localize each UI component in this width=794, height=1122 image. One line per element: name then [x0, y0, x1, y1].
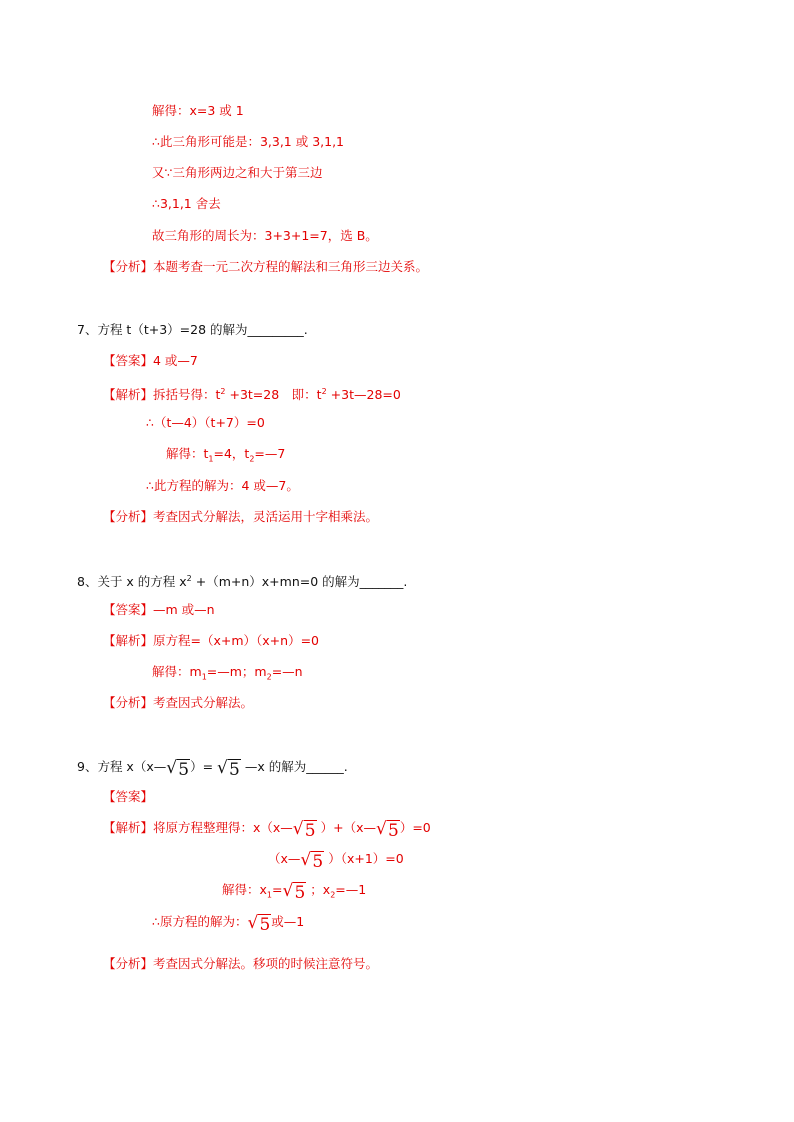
q7-factored: ∴（t—4）（t+7）=0 — [146, 415, 265, 430]
q6-solve-line: 解得：x=3 或 1 — [152, 103, 244, 118]
q9-conclusion: ∴原方程的解为：√ 5或—1 — [152, 914, 304, 934]
q9-roots: 解得：$x_1=√$ 5 ；$x_2=—1$ — [222, 882, 366, 904]
q8-explanation: 【解析】原方程=（x+m）（x+n）=0 — [103, 633, 319, 648]
sqrt5-radical: √ 5 — [217, 761, 241, 779]
q8-answer: 【答案】—m 或—n — [103, 602, 215, 617]
sqrt5-radical: √ 5 — [282, 884, 306, 902]
q9-factored: （x—√ 5 ）（x+1）=0 — [268, 851, 404, 871]
sqrt5-radical: √ 5 — [376, 822, 400, 840]
q9-analysis: 【分析】考查因式分解法。移项的时候注意符号。 — [103, 956, 379, 971]
q8-analysis: 【分析】考查因式分解法。 — [103, 695, 254, 710]
q7-explanation: 【解析】拆括号得：$t^2 +3t=28$ 即：$t^2$ +3t—28=0 — [103, 387, 401, 403]
q8-stem: 8、关于 x 的方程 $x^2 +(m+n)x+mn=0$ 的解为_______. — [77, 574, 408, 590]
q7-stem: 7、方程 t（t+3）=28 的解为_________. — [77, 322, 308, 337]
q7-answer: 【答案】4 或—7 — [103, 353, 198, 368]
sqrt5-radical: √ 5 — [300, 853, 324, 871]
q7-roots: 解得：$t_1=4$，$t_2=—7$ — [166, 446, 286, 464]
q9-answer: 【答案】 — [103, 789, 154, 804]
sqrt5-radical: √ 5 — [166, 761, 190, 779]
q6-possible-triangles: ∴此三角形可能是：3,3,1 或 3,1,1 — [152, 134, 345, 149]
q6-analysis: 【分析】本题考查一元二次方程的解法和三角形三边关系。 — [103, 259, 429, 274]
q7-analysis: 【分析】考查因式分解法，灵活运用十字相乘法。 — [103, 509, 379, 524]
q6-triangle-inequality: 又∵三角形两边之和大于第三边 — [152, 165, 323, 180]
sqrt5-radical: √ 5 — [247, 916, 271, 934]
sqrt5-radical: √ 5 — [293, 822, 317, 840]
q8-roots: 解得：$m_1=—m$；$m_2=—n$ — [152, 664, 303, 682]
q9-stem: 9、方程 x（x—√ 5）= √ 5 —x 的解为______. — [77, 759, 348, 779]
q9-explanation: 【解析】将原方程整理得：x（x—√ 5 ）+（x—√ 5）=0 — [103, 820, 431, 840]
q6-discard: ∴3,1,1 舍去 — [152, 196, 221, 211]
q7-conclusion: ∴此方程的解为：4 或—7。 — [146, 478, 299, 493]
q6-perimeter: 故三角形的周长为：3+3+1=7，选 B。 — [152, 228, 378, 243]
